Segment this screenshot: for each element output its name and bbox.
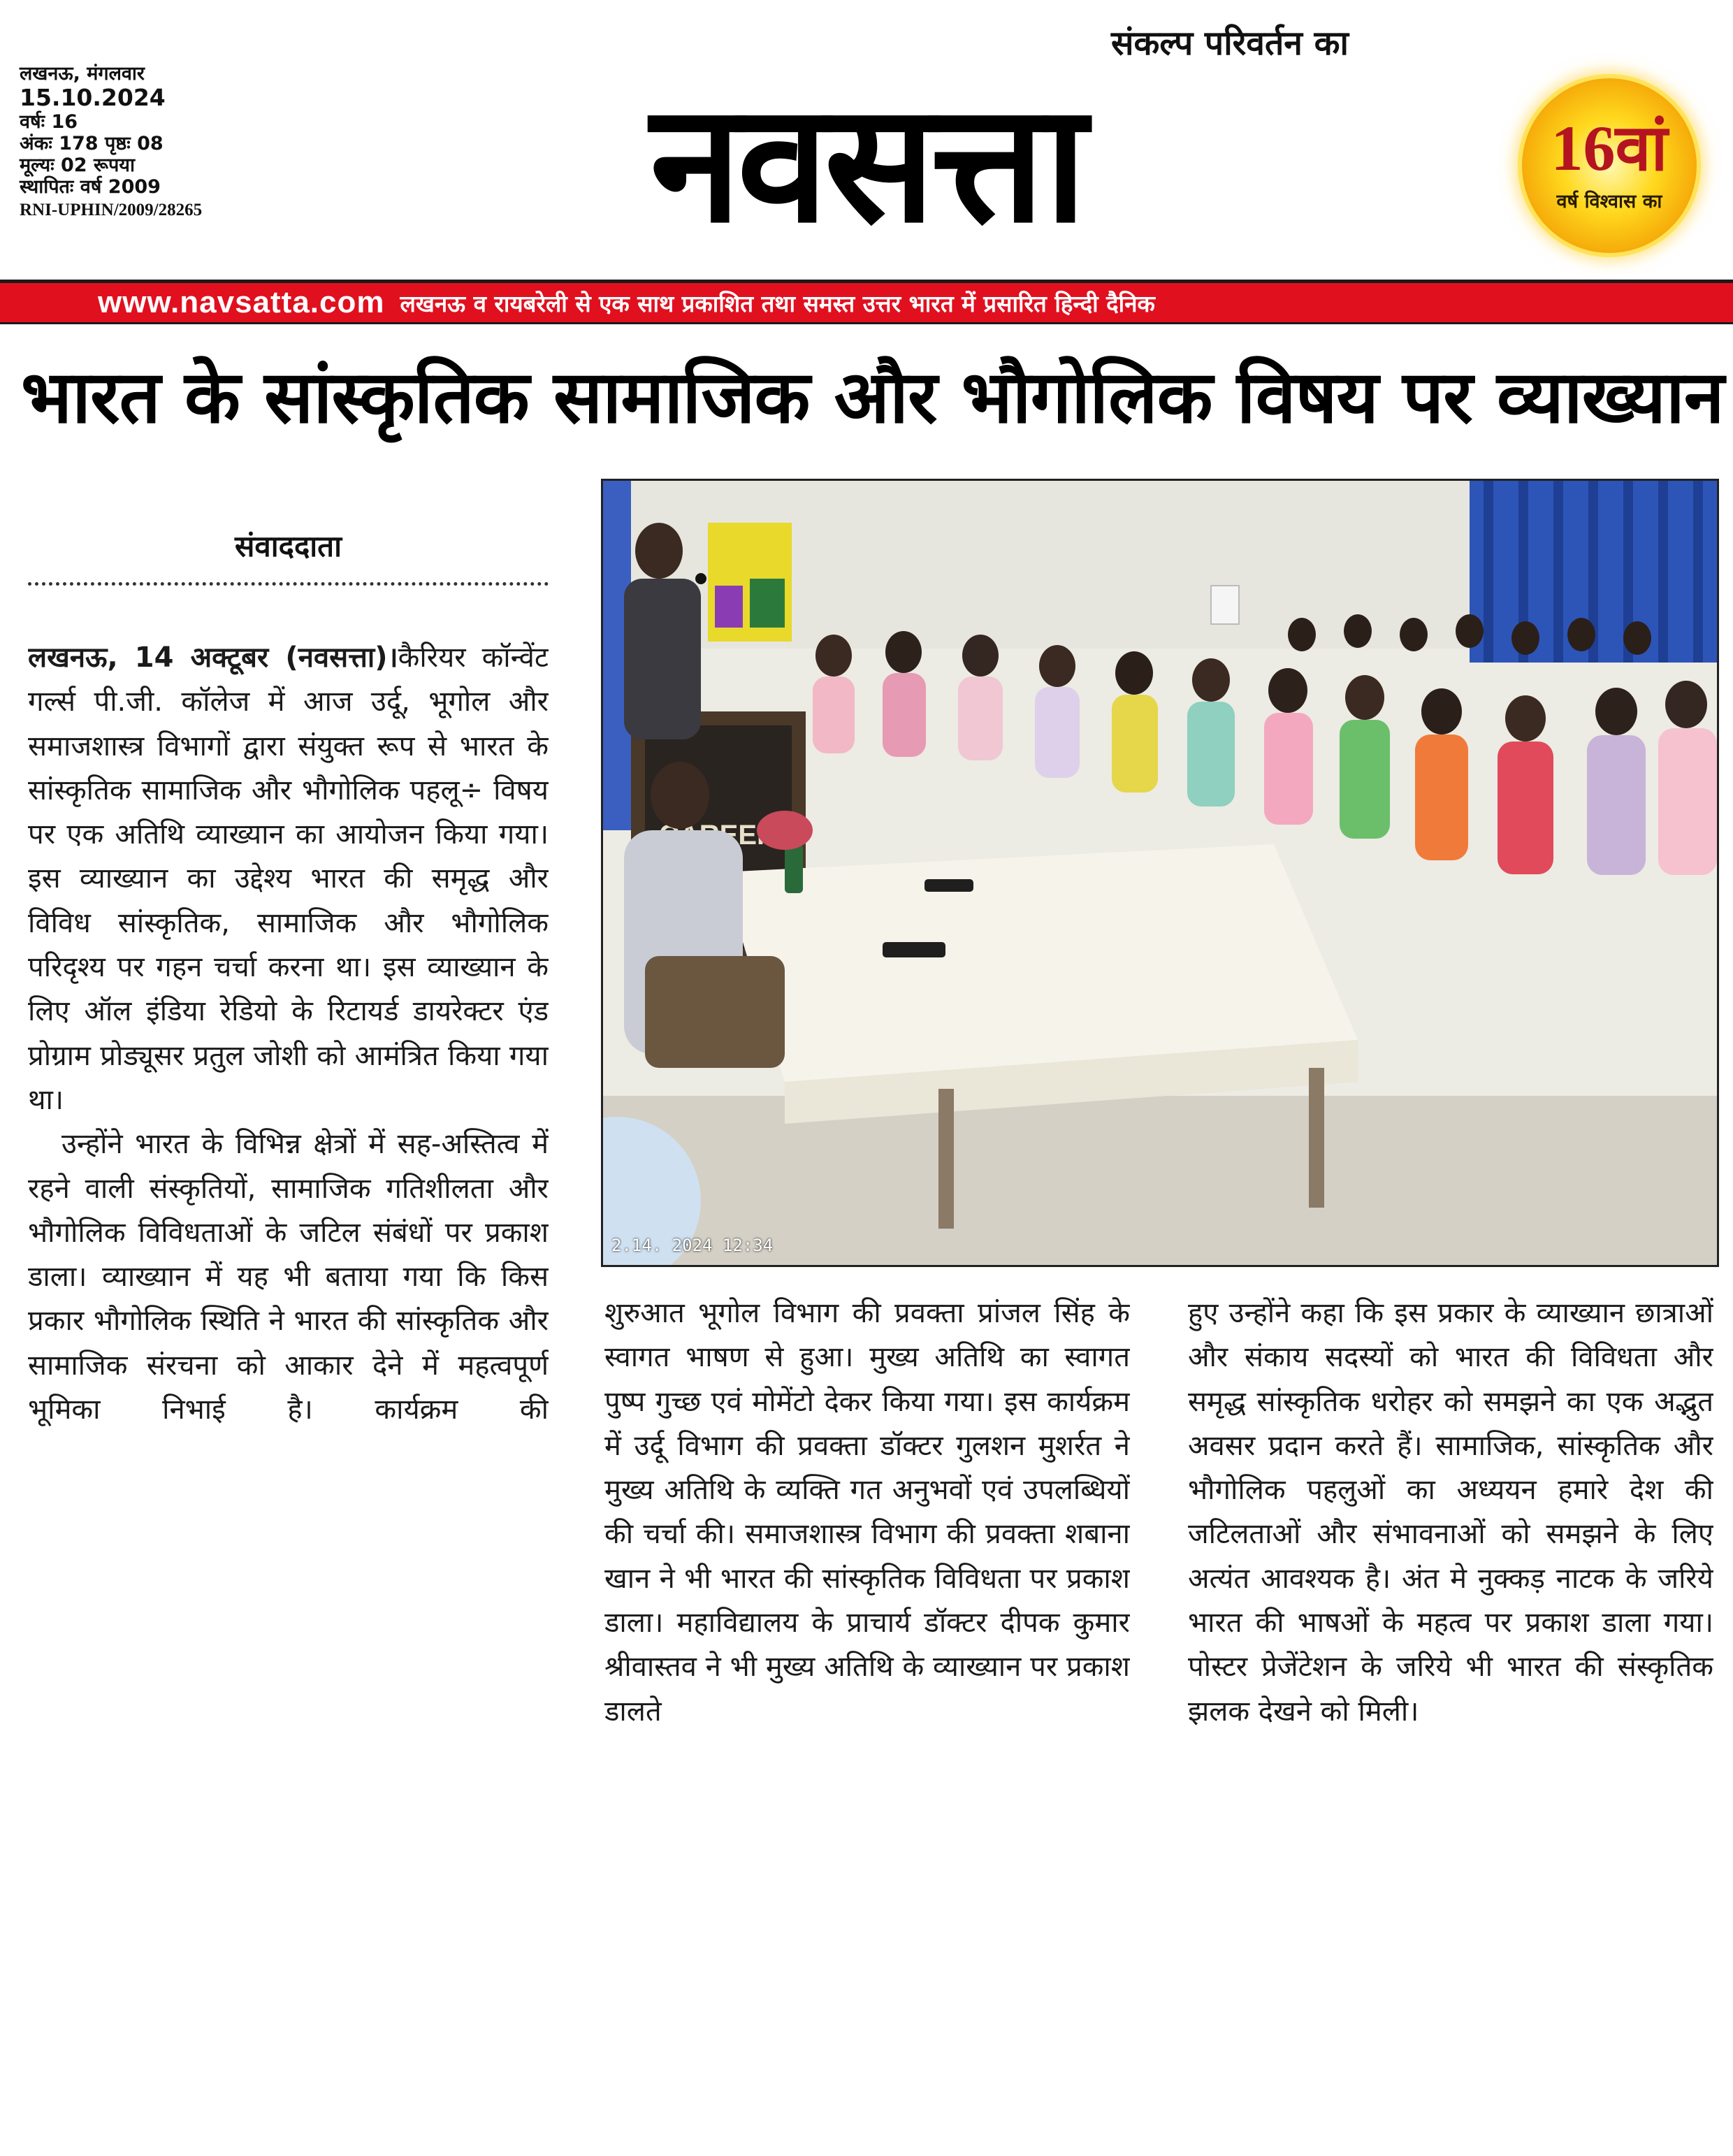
issue-pages: अंकः 178 पृष्ठः 08 <box>20 133 164 154</box>
paragraph-1 <box>28 636 549 1122</box>
publication-description: लखनऊ व रायबरेली से एक साथ प्रकाशित तथा समस्त उत्तर भारत में प्रसारित हिन्दी दैनिक <box>400 289 1155 317</box>
issue-date: 15.10.2024 <box>20 84 166 111</box>
website-link[interactable]: www.navsatta.com <box>98 285 385 319</box>
anniversary-badge <box>1522 78 1697 253</box>
paragraph-3: शुरुआत भूगोल विभाग की प्रवक्ता प्रांजल सिंह के स्वागत भाषण से हुआ। मुख्य अतिथि का स्वागत पुष्प गुच्छ एवं मोमेंटो देकर किया गया। इस कार्यक्रम में उर्दू विभाग की प्रवक्ता डॉक्टर गुलशन मुशर्रत ने मुख्य अतिथि के व्यक्ति गत अनुभवों एवं उपलब्धियों की चर्चा की। समाजशास्त्र विभाग की प्रवक्ता शबाना खान ने भी भारत की सांस्कृतिक विविधता पर प्रकाश डाला। महाविद्यालय के प्राचार्य डॉक्टर दीपक कुमार श्रीवास्तव ने भी मुख्य अतिथि के व्याख्यान पर प्रकाश डालते <box>604 1297 1130 1728</box>
established-year: स्थापितः वर्ष 2009 <box>20 176 161 198</box>
article-headline: भारत के सांस्कृतिक सामाजिक और भौगोलिक विषय पर व्याख्यान <box>21 354 1724 440</box>
newspaper-logo: नवसत्ता <box>650 68 1083 259</box>
dateline: लखनऊ, 14 अक्टूबर (नवसत्ता)। <box>28 642 398 674</box>
paragraph-2: उन्होंने भारत के विभिन्न क्षेत्रों में सह-अस्तित्व में रहने वाली संस्कृतियों, सामाजिक गतिशीलता और भौगोलिक विविधताओं के जटिल संबंधों पर प्रकाश डाला। व्याख्यान में यह भी बताया गया कि किस प्रकार भौगोलिक स्थिति ने भारत की सांस्कृतिक और सामाजिक संरचना को आकार देने में महत्वपूर्ण भूमिका निभाई है। कार्यक्रम की <box>28 1128 549 1426</box>
masthead-tagline: संकल्प परिवर्तन का <box>1111 24 1349 63</box>
lecture-hall-illustration <box>603 481 1717 1265</box>
photo-timestamp: 2.14. 2024 12:34 <box>611 1236 774 1255</box>
paragraph-4: हुए उन्होंने कहा कि इस प्रकार के व्याख्यान छात्राओं और संकाय सदस्यों को भारत की विविधता और समृद्ध सांस्कृतिक धरोहर को समझने का एक अद्भुत अवसर प्रदान करते हैं। सामाजिक, सांस्कृतिक और भौगोलिक पहलुओं का अध्ययन हमारे देश की जटिलताओं और संभावनाओं को समझने के लिए अत्यंत आवश्यक है। अंत मे नुक्कड़ नाटक के जरिये भारत की भाषओं के महत्व पर प्रकाश डाला गया। पोस्टर प्रेजेंटेशन के जरिये भी भारत की संस्कृतिक झलक देखने को मिली। <box>1188 1297 1713 1728</box>
masthead-band <box>0 280 1733 324</box>
byline-divider <box>28 582 549 586</box>
price: मूल्यः 02 रूपया <box>20 154 135 176</box>
article-column-2 <box>604 1292 1130 2144</box>
byline: संवाददाता <box>235 529 342 563</box>
event-photo <box>601 479 1719 1267</box>
article-column-3 <box>1188 1292 1713 2144</box>
paragraph-1-text: कैरियर कॉन्वेंट गर्ल्स पी.जी. कॉलेज में आज उर्दू, भूगोल और समाजशास्त्र विभागों द्वारा संयुक्त रूप से भारत के सांस्कृतिक सामाजिक और भौगोलिक पहलू÷ विषय पर एक अतिथि व्याख्यान का आयोजन किया गया। इस व्याख्यान का उद्देश्य भारत की समृद्ध और विविध सांस्कृतिक, सामाजिक और भौगोलिक परिदृश्य पर गहन चर्चा करना था। इस व्याख्यान के लिए ऑल इंडिया रेडियो के रिटायर्ड डायरेक्टर एंड प्रोग्राम प्रोड्यूसर प्रतुल जोशी को आमंत्रित किया गया था। <box>28 642 549 1116</box>
badge-number: 16वां <box>1551 113 1668 184</box>
place-day: लखनऊ, मंगलवार <box>20 63 145 85</box>
badge-text: वर्ष विश्वास का <box>1556 191 1662 212</box>
article-column-1 <box>28 636 549 2139</box>
volume-year: वर्षः 16 <box>20 111 78 133</box>
edition-info <box>20 63 285 221</box>
rni-number: RNI-UPHIN/2009/28265 <box>20 201 203 219</box>
